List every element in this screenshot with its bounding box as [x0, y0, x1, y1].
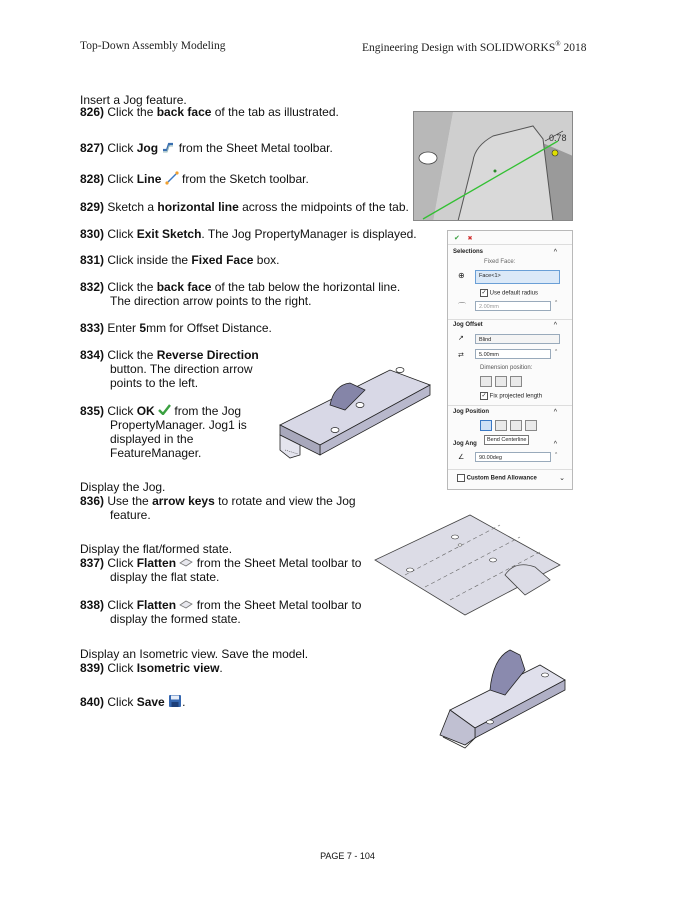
display-flat-text: Display the flat/formed state. [80, 542, 233, 556]
step-836-line2: feature. [110, 508, 151, 522]
fixed-face-label: Fixed Face: [484, 259, 516, 265]
selections-section[interactable]: Selections ^ [453, 249, 557, 256]
isometric-part-figure [435, 640, 575, 755]
ok-button[interactable]: ✔ [454, 235, 460, 242]
dimension-outside-button[interactable] [480, 376, 492, 387]
jog-part-figure [270, 350, 440, 465]
jog-property-manager [447, 230, 573, 490]
flat-pattern-figure [365, 505, 575, 630]
radius-field[interactable]: 2.00mm [475, 301, 551, 311]
display-iso-text: Display an Isometric view. Save the model. [80, 647, 309, 661]
use-default-radius-checkbox[interactable]: ✓ Use default radius [481, 290, 539, 297]
material-inside-button[interactable] [495, 420, 507, 431]
material-outside-button[interactable] [510, 420, 522, 431]
step-839: 839) Click Isometric view. [80, 661, 223, 675]
step-834-line3: points to the left. [110, 376, 199, 390]
jog-position-section[interactable]: Jog Position ^ [453, 409, 557, 416]
step-832: 832) Click the back face of the tab below the horizontal line. [80, 280, 401, 294]
bend-centerline-button[interactable] [480, 420, 492, 431]
angle-icon: ∠ [458, 454, 465, 461]
radius-spinner-icon[interactable]: ⌃ [554, 300, 559, 306]
step-836: 836) Use the arrow keys to rotate and view the Jog [80, 494, 356, 508]
dimension-inside-button[interactable] [495, 376, 507, 387]
custom-bend-allowance-checkbox[interactable]: Custom Bend Allowance ⌄ [457, 474, 565, 482]
jog-angle-section[interactable]: Jog Ang ^ [453, 441, 557, 448]
offset-distance-field[interactable]: 5.00mm [475, 349, 551, 359]
fix-projected-length-checkbox[interactable]: ✓ Fix projected length [481, 393, 543, 400]
jog-icon [161, 140, 175, 158]
step-838-line2: display the formed state. [110, 612, 241, 626]
step-826: 826) Click the back face of the tab as illustrated. [80, 105, 339, 119]
step-835: 835) Click OK from the Jog [80, 404, 242, 418]
bend-outside-button[interactable] [525, 420, 537, 431]
step-831: 831) Click inside the Fixed Face box. [80, 253, 280, 267]
step-838: 838) Click Flatten from the Sheet Metal toolbar to [80, 598, 362, 612]
fixed-face-icon: ⊕ [458, 271, 465, 280]
radius-icon: ⌒ [458, 302, 466, 311]
dimension-position-label: Dimension position: [480, 365, 533, 371]
intro-text: Insert a Jog feature. [80, 93, 187, 107]
step-835-line4: FeatureManager. [110, 446, 202, 460]
offset-icon: ⇄ [458, 352, 464, 359]
jog-angle-field[interactable]: 90.00deg [475, 452, 551, 462]
fixed-face-field[interactable]: Face<1> [475, 270, 560, 284]
bend-centerline-tooltip: Bend Centerline [484, 435, 529, 445]
step-835-line2: PropertyManager. Jog1 is [110, 418, 247, 432]
step-829: 829) Sketch a horizontal line across the midpoints of the tab. [80, 200, 409, 214]
running-header-left: Top-Down Assembly Modeling [80, 40, 226, 52]
display-jog-text: Display the Jog. [80, 480, 166, 494]
overall-dimension-button[interactable] [510, 376, 522, 387]
step-840: 840) Click Save . [80, 694, 185, 712]
step-835-line3: displayed in the [110, 432, 194, 446]
step-830: 830) Click Exit Sketch. The Jog PropertyManager is displayed. [80, 227, 417, 241]
jog-sketch-figure [413, 111, 573, 221]
line-icon [165, 171, 179, 189]
cancel-button[interactable]: ✖ [467, 236, 473, 242]
end-condition-select[interactable]: Blind [475, 334, 560, 344]
end-condition-icon: ↗ [458, 335, 464, 342]
step-837-line2: display the flat state. [110, 570, 220, 584]
angle-spinner-icon[interactable]: ⌃ [554, 452, 559, 458]
save-icon [168, 694, 182, 712]
step-827: 827) Click Jog from the Sheet Metal toolbar. [80, 140, 333, 158]
step-834: 834) Click the Reverse Direction [80, 348, 259, 362]
jog-offset-section[interactable]: Jog Offset ^ [453, 322, 557, 329]
step-834-line2: button. The direction arrow [110, 362, 253, 376]
step-828: 828) Click Line from the Sketch toolbar. [80, 171, 309, 189]
offset-spinner-icon[interactable]: ⌃ [554, 349, 559, 355]
page-number: PAGE 7 - 104 [320, 851, 375, 861]
running-header-right: Engineering Design with SOLIDWORKS® 2018 [362, 40, 587, 54]
step-837: 837) Click Flatten from the Sheet Metal toolbar to [80, 556, 362, 570]
dimension-label: 0.78 [549, 133, 567, 143]
step-832-line2: The direction arrow points to the right. [110, 294, 312, 308]
step-833: 833) Enter 5mm for Offset Distance. [80, 321, 272, 335]
